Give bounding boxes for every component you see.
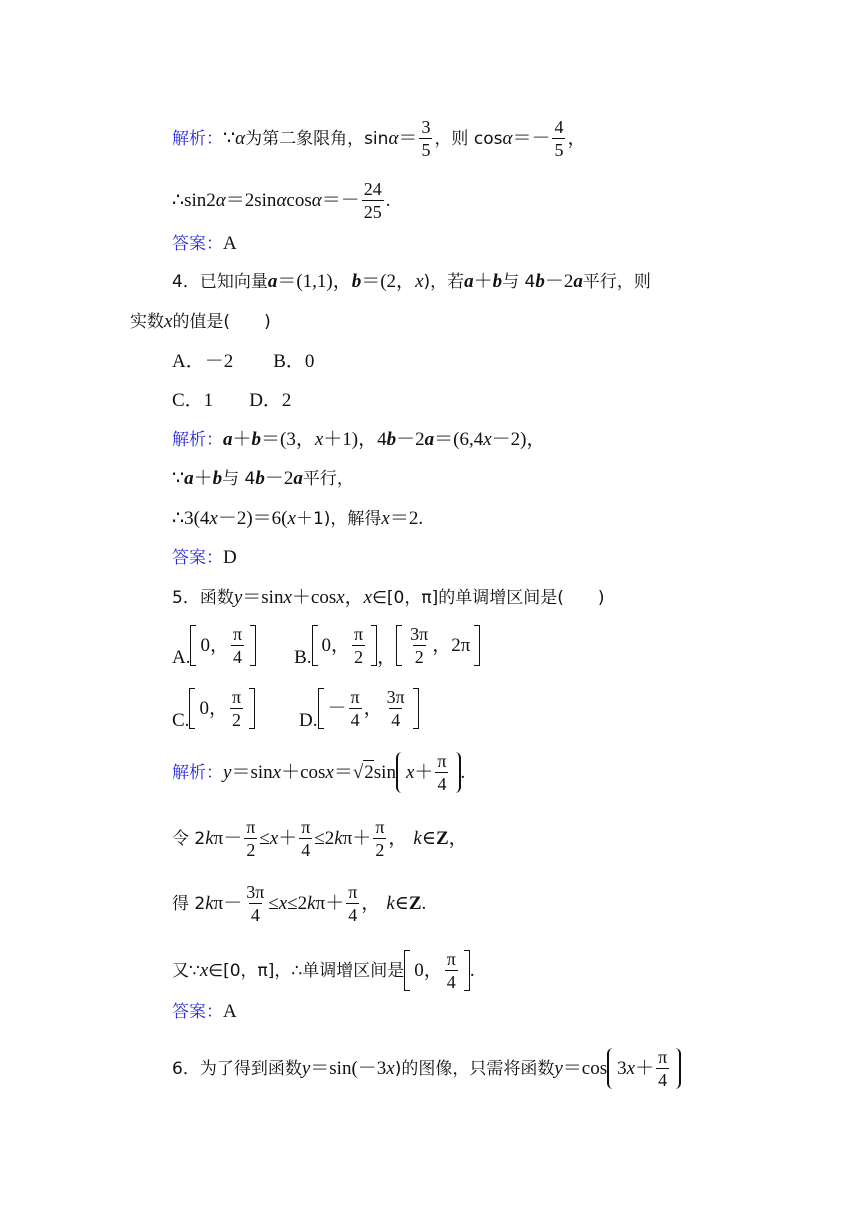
option-a-interval <box>190 625 256 666</box>
fraction-pi-2 <box>373 818 386 859</box>
text: ＋ <box>193 468 213 489</box>
alpha: α <box>215 189 226 211</box>
fraction-pi-2 <box>230 688 243 729</box>
text: cos <box>286 189 312 211</box>
answer-label: 答案： <box>172 234 223 254</box>
option-d-label: D. <box>299 710 318 731</box>
text: π－ <box>213 827 243 849</box>
denominator: 4 <box>658 1070 668 1090</box>
radical-icon: √ <box>352 762 364 783</box>
var-x: x <box>626 1057 636 1079</box>
question-4-stem-line-1 <box>172 270 651 294</box>
denominator: 2 <box>375 840 385 860</box>
text: ＝－ <box>512 127 551 149</box>
numerator: π <box>348 882 358 902</box>
option-b: B．0 <box>273 351 315 372</box>
text: 2π <box>451 634 471 656</box>
question-4-options-cd <box>172 389 291 413</box>
vector-a: a <box>464 271 474 292</box>
var-x: x <box>199 959 209 981</box>
text: ∈ <box>394 892 409 914</box>
text: 令 2 <box>172 828 206 849</box>
fraction-pi-4 <box>435 752 448 793</box>
question-4-options-ab <box>172 350 314 374</box>
vector-b: b <box>212 468 223 489</box>
var-x: x <box>405 761 415 783</box>
text: ≤ <box>268 892 279 914</box>
text: ＝ <box>398 127 418 149</box>
analysis-label: 解析： <box>172 430 223 450</box>
var-x: x <box>381 508 390 529</box>
var-x: x <box>386 1057 395 1079</box>
numerator: π <box>231 687 242 707</box>
question-5-solution-4 <box>172 950 475 991</box>
option-b-label: B. <box>294 647 312 668</box>
text: ＋1)，4 <box>323 429 387 450</box>
text: ， <box>344 587 364 608</box>
text: 6．为了得到函数 <box>172 1058 302 1079</box>
var-x: x <box>325 761 334 783</box>
option-c-interval <box>189 688 255 729</box>
var-k: k <box>386 892 395 914</box>
question-5-options-ab <box>172 625 480 666</box>
var-k: k <box>205 892 214 914</box>
denominator: 5 <box>421 140 431 160</box>
text: ， <box>377 647 397 668</box>
text: ≤2 <box>287 892 308 914</box>
var-x: x <box>164 311 173 332</box>
fraction-3pi-4 <box>244 883 266 924</box>
sqrt-2 <box>353 760 374 785</box>
var-k: k <box>307 892 316 914</box>
text: ≤ <box>259 827 270 849</box>
radicand: 2 <box>364 762 374 783</box>
fraction-24-25 <box>362 180 384 221</box>
text: ＝2. <box>389 508 424 529</box>
var-k: k <box>205 827 214 849</box>
answer-value: D <box>223 547 237 568</box>
numerator: π <box>246 817 256 837</box>
fraction-pi-4 <box>346 883 359 924</box>
text: . <box>421 892 427 914</box>
analysis-label: 解析： <box>172 128 223 149</box>
denominator: 4 <box>437 774 447 794</box>
text: ∴sin2 <box>172 189 216 211</box>
paren-group <box>607 1048 681 1089</box>
text: ＝(1,1)， <box>277 271 352 292</box>
text: 0， <box>200 634 229 656</box>
var-x: x <box>415 271 424 292</box>
alpha: α <box>388 127 399 149</box>
var-x: x <box>209 508 218 529</box>
text: ＝ <box>333 761 353 783</box>
var-y: y <box>301 1057 311 1079</box>
numerator: π <box>354 624 364 644</box>
fraction-pi-4 <box>445 950 458 991</box>
vector-b: b <box>492 271 503 292</box>
var-x: x <box>336 587 345 608</box>
var-x: x <box>269 827 279 849</box>
numerator: 3π <box>410 624 429 644</box>
text: ＝(3， <box>261 429 315 450</box>
option-b-interval-2 <box>396 625 480 666</box>
paren-group <box>396 752 461 793</box>
vector-b: b <box>255 468 265 489</box>
because-symbol: ∵ <box>223 127 236 149</box>
text: ∈[0，π]，∴单调增区间是 <box>208 960 405 981</box>
answer-value: A <box>223 233 237 254</box>
denominator: 2 <box>246 840 256 860</box>
question-6-stem <box>172 1048 681 1089</box>
text: 得 2 <box>172 893 206 914</box>
text: ＋ <box>473 271 493 292</box>
text: －2 <box>544 271 574 292</box>
text: ＋ <box>232 429 252 450</box>
option-a: A．－2 <box>172 351 234 372</box>
option-a-label: A. <box>172 647 191 668</box>
question-4-solution-2 <box>172 467 354 491</box>
denominator: 4 <box>350 710 360 730</box>
question-5-solution-2 <box>172 818 468 859</box>
text: ＋cos <box>291 587 337 608</box>
text: ＋1)，解得 <box>295 509 382 529</box>
text: ， <box>567 127 587 149</box>
numerator: 4 <box>554 117 564 137</box>
text: ∈[0，π]的单调增区间是( ) <box>372 588 605 608</box>
vector-a: a <box>293 468 303 489</box>
text: ， <box>432 634 452 656</box>
text: ＝cos <box>562 1057 608 1079</box>
analysis-line-3-2 <box>172 180 391 221</box>
denominator: 25 <box>363 202 382 222</box>
fraction-pi-4 <box>299 818 312 859</box>
var-x: x <box>278 892 288 914</box>
analysis-line-3-1 <box>172 118 586 159</box>
vector-a: a <box>184 468 194 489</box>
denominator: 4 <box>233 647 243 667</box>
text: ， <box>448 827 468 849</box>
text: 与 4 <box>222 469 256 489</box>
text: ， <box>363 697 383 719</box>
text: ∴3(4 <box>172 508 210 529</box>
question-5-solution-1 <box>172 752 465 793</box>
question-4-solution-3 <box>172 507 423 531</box>
numerator: 3π <box>246 882 265 902</box>
text: 实数 <box>130 312 164 332</box>
var-x: x <box>283 587 292 608</box>
fraction-3pi-2 <box>408 625 430 666</box>
text: 与 4 <box>502 272 536 292</box>
var-x: x <box>363 587 373 608</box>
numerator: π <box>446 949 456 969</box>
text: π－ <box>213 892 243 914</box>
alpha: α <box>276 189 287 211</box>
text: －2)， <box>491 429 546 450</box>
alpha: α <box>235 127 246 149</box>
question-5-stem <box>172 586 605 610</box>
answer-value: A <box>223 1001 237 1022</box>
denominator: 4 <box>348 905 358 925</box>
fraction-3pi-4 <box>385 688 407 729</box>
text: ＝(6,4 <box>434 429 484 450</box>
vector-a: a <box>573 271 583 292</box>
fraction-pi-2 <box>244 818 257 859</box>
fraction-pi-4 <box>656 1048 669 1089</box>
vector-a: a <box>267 271 278 292</box>
option-c-label: C. <box>172 710 190 731</box>
denominator: 2 <box>414 647 424 667</box>
fraction-pi-4 <box>231 625 244 666</box>
text: ， <box>361 892 381 914</box>
numerator: 24 <box>363 179 382 199</box>
numerator: π <box>375 817 385 837</box>
denominator: 2 <box>232 710 241 730</box>
text: ＋cos <box>281 761 326 783</box>
text: 平行， <box>302 469 354 489</box>
fraction-pi-4 <box>349 688 362 729</box>
vector-b: b <box>535 271 545 292</box>
text: ＋ <box>635 1057 655 1079</box>
numerator: π <box>301 817 311 837</box>
text: ＝sin(－3 <box>310 1057 387 1079</box>
fraction-4-5 <box>552 118 565 159</box>
var-x: x <box>287 508 296 529</box>
numerator: π <box>658 1047 668 1067</box>
denominator: 4 <box>446 972 456 992</box>
text: ＝2sin <box>225 189 277 211</box>
var-y: y <box>223 761 232 783</box>
text: π＋ <box>315 892 345 914</box>
integers-set: Z <box>435 827 449 849</box>
text: )的图像，只需将函数 <box>394 1058 555 1079</box>
text: －2 <box>264 468 294 489</box>
text: ＝－ <box>321 189 360 211</box>
answer-line-3 <box>172 232 237 256</box>
vector-b: b <box>386 429 397 450</box>
denominator: 4 <box>250 905 260 925</box>
text: ＋ <box>278 827 298 849</box>
numerator: 3π <box>386 687 405 707</box>
option-d-interval <box>318 688 419 729</box>
text: . <box>385 189 391 211</box>
var-x: x <box>483 429 492 450</box>
answer-label: 答案： <box>172 1002 223 1022</box>
text: 3 <box>617 1057 627 1079</box>
integers-set: Z <box>408 892 422 914</box>
question-5-solution-3 <box>172 883 426 924</box>
text: 又∵ <box>172 960 200 981</box>
numerator: 3 <box>421 117 431 137</box>
fraction-3-5 <box>419 118 432 159</box>
vector-a: a <box>223 429 233 450</box>
var-x: x <box>314 429 324 450</box>
interval-0-pi4 <box>404 950 470 991</box>
answer-label: 答案： <box>172 548 223 568</box>
denominator: 4 <box>391 710 401 730</box>
text: 平行，则 <box>582 272 651 292</box>
denominator: 2 <box>354 647 364 667</box>
analysis-label: 解析： <box>172 762 223 783</box>
text: －2)＝6( <box>217 508 288 529</box>
denominator: 5 <box>554 140 564 160</box>
text: 的值是( ) <box>172 312 271 332</box>
vector-b: b <box>351 271 362 292</box>
option-b-interval-1 <box>312 625 378 666</box>
text: －2 <box>396 429 425 450</box>
vector-a: a <box>424 429 435 450</box>
var-y: y <box>554 1057 563 1079</box>
numerator: π <box>233 624 243 644</box>
question-4-solution-1 <box>172 428 545 452</box>
text: 为第二象限角，sin <box>245 128 389 149</box>
option-d: D．2 <box>249 390 292 411</box>
text: ∈ <box>421 827 436 849</box>
text: ＝sin <box>231 761 273 783</box>
text: ， <box>388 827 408 849</box>
text: ∵ <box>172 468 185 489</box>
text: sin <box>373 761 396 783</box>
fraction-pi-2 <box>352 625 365 666</box>
var-k: k <box>334 827 343 849</box>
var-k: k <box>413 827 422 849</box>
text: 0， <box>414 959 443 981</box>
text: . <box>469 959 475 981</box>
text: ≤2 <box>314 827 335 849</box>
question-5-options-cd <box>172 688 419 729</box>
text: )，若 <box>423 272 465 292</box>
answer-line-4 <box>172 546 237 570</box>
var-x: x <box>272 761 282 783</box>
answer-line-5 <box>172 1000 237 1024</box>
text: . <box>460 761 466 783</box>
denominator: 4 <box>301 840 311 860</box>
vector-b: b <box>251 429 262 450</box>
text: ＋ <box>414 761 434 783</box>
alpha: α <box>311 189 322 211</box>
text: 0， <box>321 634 351 656</box>
text: ，则 cos <box>434 128 503 149</box>
numerator: π <box>437 751 447 771</box>
var-y: y <box>233 587 243 608</box>
text: － <box>327 697 347 719</box>
numerator: π <box>350 687 360 707</box>
text: 4．已知向量 <box>172 272 268 292</box>
text: π＋ <box>342 827 372 849</box>
text: ＝(2， <box>361 271 416 292</box>
option-c: C．1 <box>172 390 214 411</box>
text: 0， <box>199 697 228 719</box>
alpha: α <box>502 127 513 149</box>
text: 5．函数 <box>172 588 234 608</box>
text: ＝sin <box>242 587 284 608</box>
question-4-stem-line-2 <box>130 310 271 334</box>
